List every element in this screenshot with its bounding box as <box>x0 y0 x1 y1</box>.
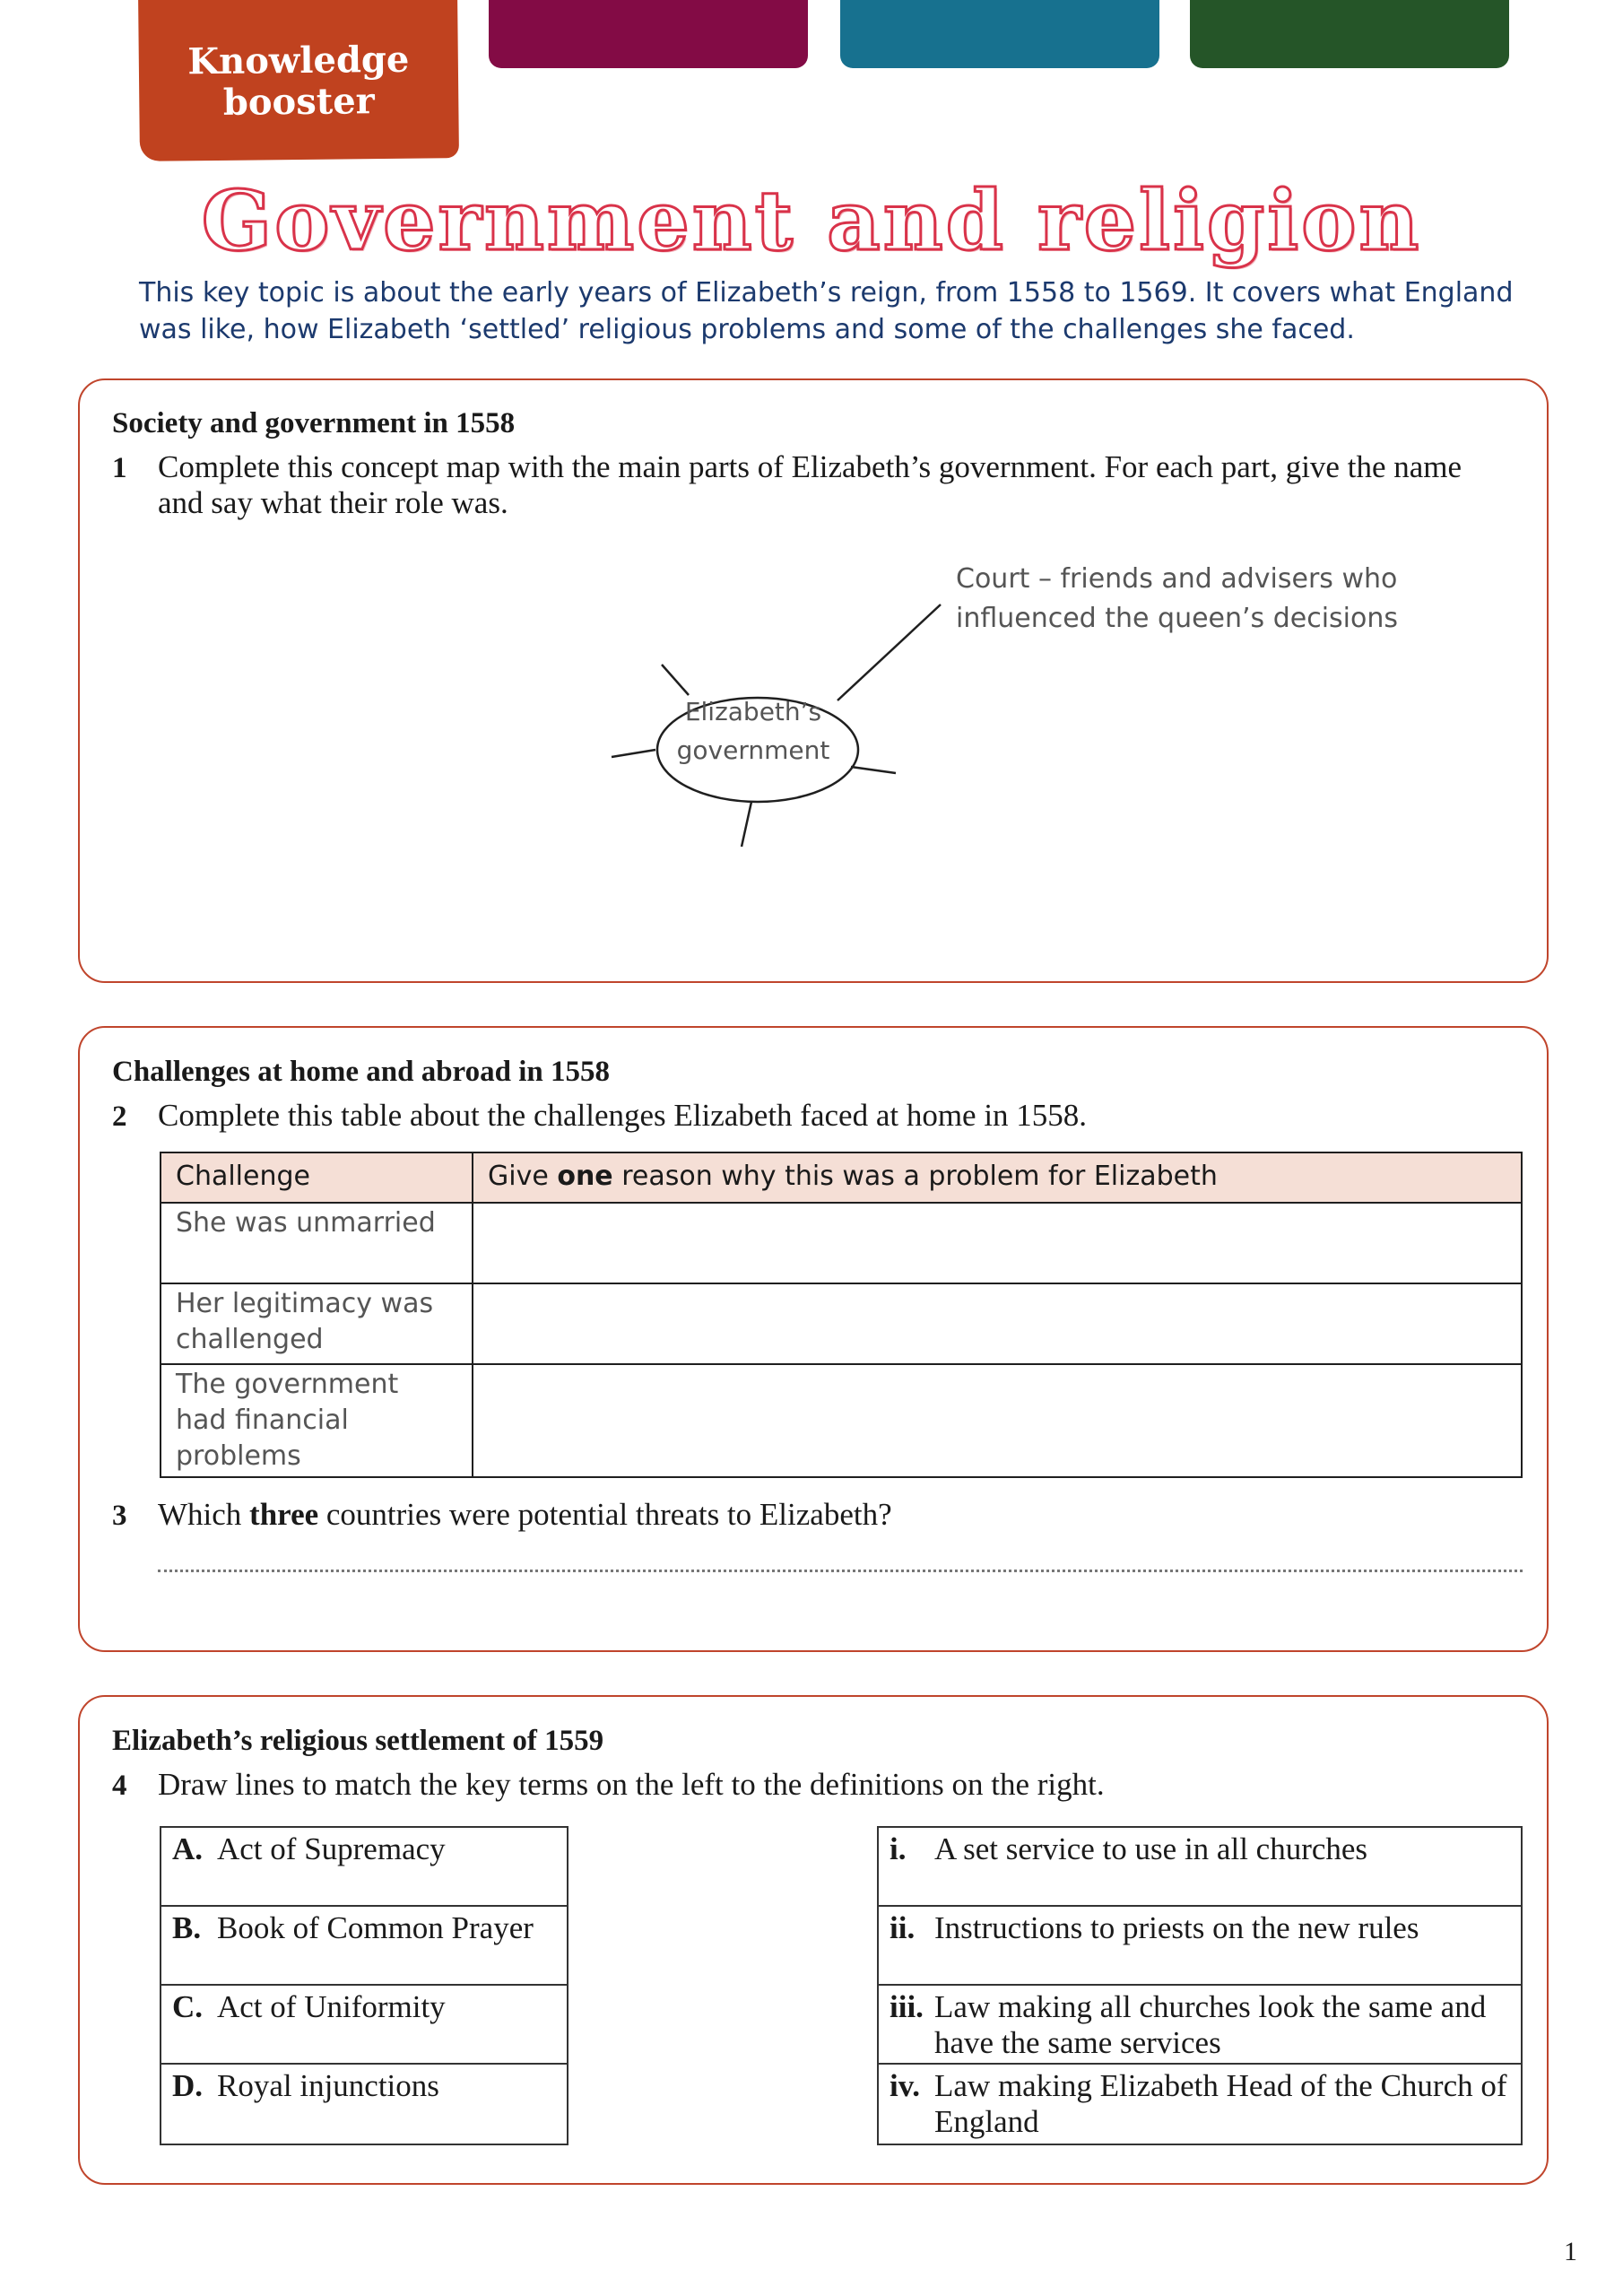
section-heading-religious-settlement: Elizabeth’s religious settlement of 1559 <box>112 1725 604 1757</box>
section-heading-government: Society and government in 1558 <box>112 407 516 439</box>
list-item[interactable]: C. Act of Uniformity <box>161 1986 567 2065</box>
list-item[interactable]: B. Book of Common Prayer <box>161 1907 567 1986</box>
table-row <box>161 1283 1522 1364</box>
table-cell-challenge: The government had financial problems <box>161 1364 473 1477</box>
list-item[interactable]: iii. Law making all churches look the same and have the same services <box>879 1986 1521 2065</box>
table-cell-challenge: She was unmarried <box>161 1203 473 1283</box>
concept-map-example-court: Court – friends and advisers who influenced the queen’s decisions <box>956 563 1399 634</box>
table-header-reason: Give one reason why this was a problem for Elizabeth <box>473 1152 1522 1203</box>
concept-map-spoke-court <box>838 604 941 700</box>
table-cell-answer[interactable] <box>473 1203 1522 1283</box>
question-text-1: Complete this concept map with the main parts of Elizabeth’s government. For each part, give the name and say what their role was. <box>158 449 1462 520</box>
table-cell-answer[interactable] <box>473 1364 1522 1477</box>
concept-map-spoke <box>612 750 655 757</box>
concept-map-spoke <box>851 767 896 773</box>
list-item[interactable]: A. Act of Supremacy <box>161 1828 567 1907</box>
question-number-2: 2 <box>112 1100 127 1133</box>
answer-line-3[interactable] <box>158 1570 1523 1572</box>
key-terms-list <box>160 1826 568 2145</box>
table-row <box>161 1364 1522 1477</box>
concept-map-center-label: Elizabeth’s government <box>676 697 830 765</box>
definitions-list <box>877 1826 1523 2145</box>
concept-map <box>0 0 1623 987</box>
intro-text: This key topic is about the early years of Elizabeth’s reign, from 1558 to 1569. It covers what England was like, how Elizabeth ‘settled’ religious problems and some of the challenges she faced. <box>139 277 1514 345</box>
section-heading-challenges: Challenges at home and abroad in 1558 <box>112 1056 610 1088</box>
question-text-3: Which three countries were potential threats to Elizabeth? <box>158 1497 892 1532</box>
question-number-4: 4 <box>112 1770 127 1802</box>
list-item[interactable]: iv. Law making Elizabeth Head of the Church of England <box>890 2068 1507 2139</box>
challenges-table <box>160 1152 1523 1478</box>
table-cell-answer[interactable] <box>473 1283 1522 1364</box>
page-number: 1 <box>1564 2237 1577 2266</box>
table-header-row <box>161 1152 1522 1203</box>
question-text-4: Draw lines to match the key terms on the left to the definitions on the right. <box>158 1767 1105 1802</box>
question-number-3: 3 <box>112 1500 127 1532</box>
table-cell-challenge: Her legitimacy was challenged <box>161 1283 473 1364</box>
table-header-challenge: Challenge <box>161 1152 473 1203</box>
concept-map-spoke <box>662 665 689 695</box>
table-row <box>161 1203 1522 1283</box>
concept-map-spoke <box>742 802 751 847</box>
list-item[interactable]: ii. Instructions to priests on the new rules <box>879 1907 1521 1986</box>
list-item[interactable]: i. A set service to use in all churches <box>879 1828 1521 1907</box>
question-number-1: 1 <box>112 452 127 484</box>
list-item[interactable]: D. Royal injunctions <box>172 2068 439 2103</box>
question-text-2: Complete this table about the challenges Elizabeth faced at home in 1558. <box>158 1098 1088 1133</box>
page-title: Government and religion <box>201 172 1422 269</box>
knowledge-booster-label: Knowledge booster <box>187 38 410 124</box>
